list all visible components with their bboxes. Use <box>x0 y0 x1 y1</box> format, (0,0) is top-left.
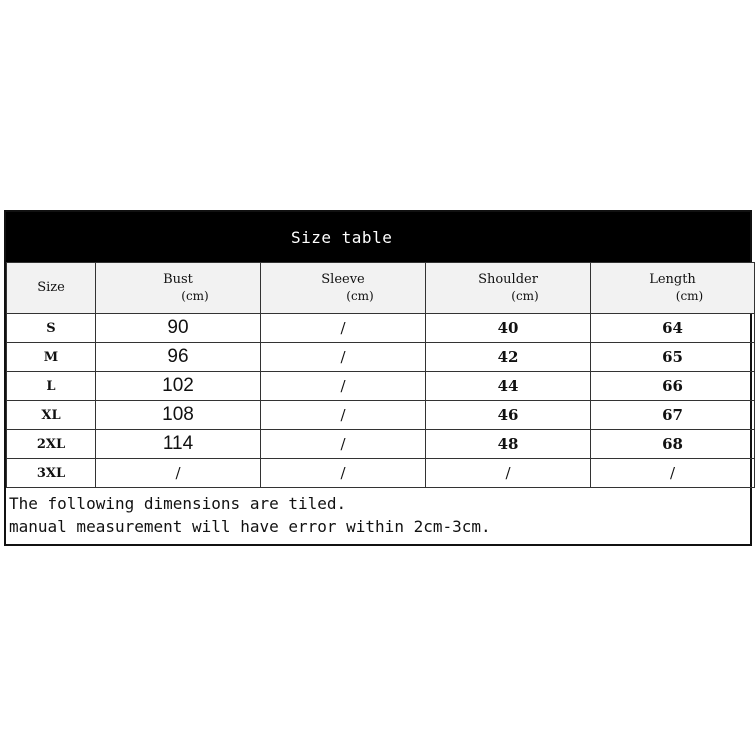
length-cell: 67 <box>591 401 755 430</box>
length-cell: 66 <box>591 372 755 401</box>
column-header-length <box>591 263 755 314</box>
length-cell: 68 <box>591 430 755 459</box>
size-cell: 2XL <box>7 430 96 459</box>
size-cell: M <box>7 343 96 372</box>
bust-cell: 96 <box>96 343 261 372</box>
header-row <box>7 263 755 314</box>
bust-cell: 108 <box>96 401 261 430</box>
table-row <box>7 372 755 401</box>
column-header-size <box>7 263 96 314</box>
size-table <box>6 262 755 488</box>
table-row <box>7 343 755 372</box>
note-line: The following dimensions are tiled. <box>9 494 347 513</box>
size-table-title: Size table <box>6 212 750 262</box>
column-header-label: Size <box>37 280 65 295</box>
shoulder-cell: 40 <box>426 314 591 343</box>
sleeve-cell: / <box>261 401 426 430</box>
shoulder-cell: 48 <box>426 430 591 459</box>
bust-cell: 102 <box>96 372 261 401</box>
size-chart <box>4 210 752 546</box>
sleeve-cell: / <box>261 343 426 372</box>
note-line: manual measurement will have error within 2cm-3cm. <box>9 517 491 536</box>
measurement-note <box>6 488 750 538</box>
table-row <box>7 401 755 430</box>
bust-cell: 114 <box>96 430 261 459</box>
size-cell: 3XL <box>7 459 96 488</box>
length-cell: / <box>591 459 755 488</box>
sleeve-cell: / <box>261 372 426 401</box>
length-cell: 65 <box>591 343 755 372</box>
column-header-label: Shoulder <box>478 272 538 287</box>
sleeve-cell: / <box>261 430 426 459</box>
size-cell: XL <box>7 401 96 430</box>
column-header-unit: (cm) <box>675 289 704 303</box>
column-header-unit: (cm) <box>181 289 209 303</box>
length-cell: 64 <box>591 314 755 343</box>
bust-cell: / <box>96 459 261 488</box>
shoulder-cell: 44 <box>426 372 591 401</box>
shoulder-cell: 46 <box>426 401 591 430</box>
column-header-label: Sleeve <box>321 272 365 287</box>
size-cell: L <box>7 372 96 401</box>
column-header-bust <box>96 263 261 314</box>
table-row <box>7 430 755 459</box>
shoulder-cell: 42 <box>426 343 591 372</box>
column-header-label: Length <box>649 272 696 287</box>
sleeve-cell: / <box>261 314 426 343</box>
table-row <box>7 459 755 488</box>
column-header-shoulder <box>426 263 591 314</box>
column-header-sleeve <box>261 263 426 314</box>
bust-cell: 90 <box>96 314 261 343</box>
column-header-unit: (cm) <box>511 289 539 303</box>
column-header-label: Bust <box>163 272 193 287</box>
column-header-unit: (cm) <box>346 289 374 303</box>
table-row <box>7 314 755 343</box>
sleeve-cell: / <box>261 459 426 488</box>
size-cell: S <box>7 314 96 343</box>
shoulder-cell: / <box>426 459 591 488</box>
